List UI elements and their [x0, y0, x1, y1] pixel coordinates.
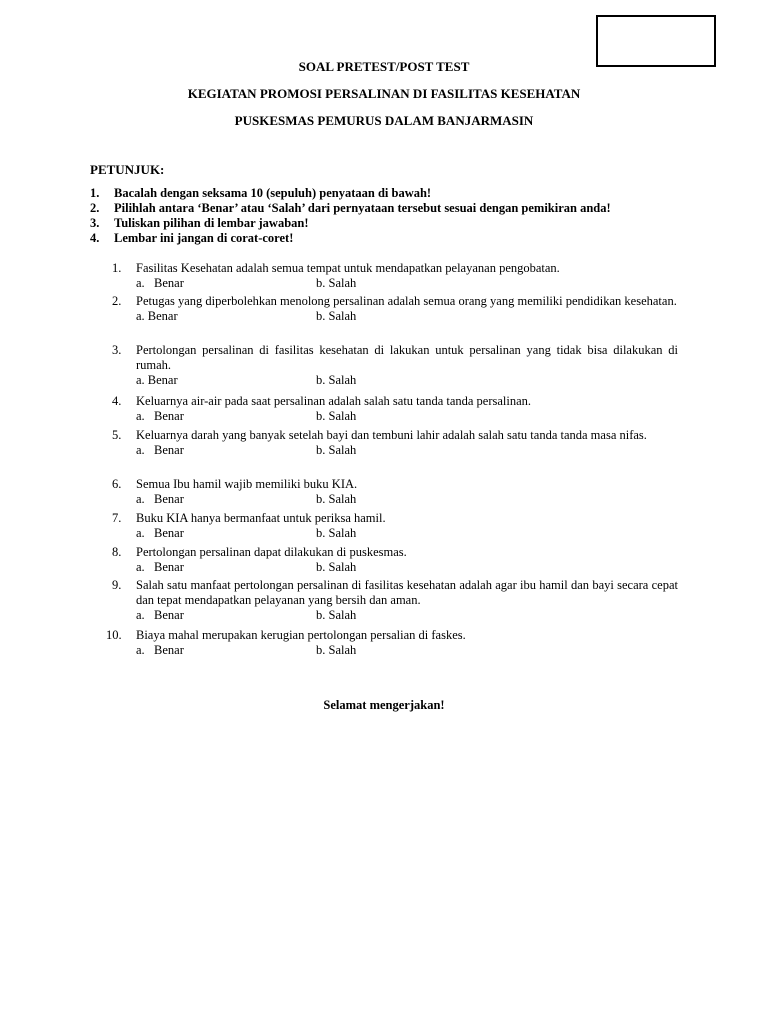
question-item	[106, 628, 678, 658]
option-benar: a. Benar	[136, 443, 184, 457]
question-item	[112, 578, 678, 623]
question-item	[112, 394, 678, 424]
option-salah: b. Salah	[316, 443, 357, 457]
question-number: 9.	[112, 578, 122, 592]
question-text: Semua Ibu hamil wajib memiliki buku KIA.	[136, 477, 358, 491]
question-number: 7.	[112, 511, 122, 525]
question-text: Keluarnya air-air pada saat persalinan adalah salah satu tanda tanda persalinan.	[136, 394, 532, 408]
question-number: 5.	[112, 428, 122, 442]
option-salah: b. Salah	[316, 492, 357, 506]
question-number: 6.	[112, 477, 122, 491]
option-salah: b. Salah	[316, 526, 357, 540]
question-text: Salah satu manfaat pertolongan persalinan di fasilitas kesehatan adalah agar ibu hamil dan bayi secara cepat dan tepat mendapatkan pelayanan yang bersih dan aman.	[136, 578, 678, 607]
instruction-item	[90, 231, 293, 246]
instruction-text: Tuliskan pilihan di lembar jawaban!	[114, 216, 309, 230]
question-number: 1.	[112, 261, 122, 275]
instruction-number: 4.	[90, 231, 100, 245]
question-text: Keluarnya darah yang banyak setelah bayi dan tembuni lahir adalah salah satu tanda tanda masa nifas.	[136, 428, 647, 442]
question-number: 8.	[112, 545, 122, 559]
instruction-number: 3.	[90, 216, 100, 230]
closing-message: Selamat mengerjakan!	[323, 698, 445, 712]
instruction-text: Pilihlah antara ‘Benar’ atau ‘Salah’ dari pernyataan tersebut sesuai dengan pemikiran anda!	[114, 201, 611, 215]
instruction-item	[90, 201, 611, 216]
option-salah: b. Salah	[316, 309, 357, 323]
option-benar: a. Benar	[136, 373, 178, 387]
option-salah: b. Salah	[316, 560, 357, 574]
instruction-number: 2.	[90, 201, 100, 215]
question-number: 10.	[106, 628, 122, 642]
question-item	[112, 343, 678, 388]
option-benar: a. Benar	[136, 309, 178, 323]
option-salah: b. Salah	[316, 276, 357, 290]
option-salah: b. Salah	[316, 643, 357, 657]
question-text: Petugas yang diperbolehkan menolong persalinan adalah semua orang yang memiliki pendidikan kesehatan.	[136, 294, 677, 308]
option-benar: a. Benar	[136, 608, 184, 622]
instruction-item	[90, 216, 309, 231]
instructions-heading: PETUNJUK:	[90, 162, 165, 177]
question-text: Pertolongan persalinan dapat dilakukan di puskesmas.	[136, 545, 407, 559]
question-text: Fasilitas Kesehatan adalah semua tempat untuk mendapatkan pelayanan pengobatan.	[136, 261, 560, 275]
question-item	[112, 294, 678, 324]
question-number: 4.	[112, 394, 122, 408]
question-text: Biaya mahal merupakan kerugian pertolongan persalian di faskes.	[136, 628, 466, 642]
option-salah: b. Salah	[316, 409, 357, 423]
title-line-3: PUSKESMAS PEMURUS DALAM BANJARMASIN	[234, 113, 534, 128]
instruction-text: Lembar ini jangan di corat-coret!	[114, 231, 294, 245]
option-salah: b. Salah	[316, 373, 357, 387]
question-text: Pertolongan persalinan di fasilitas kesehatan di lakukan untuk persalinan yang tidak bisa dilakukan di rumah.	[136, 343, 678, 372]
question-item	[112, 511, 678, 541]
question-item	[112, 261, 678, 291]
option-benar: a. Benar	[136, 643, 184, 657]
option-salah: b. Salah	[316, 608, 357, 622]
option-benar: a. Benar	[136, 560, 184, 574]
question-number: 3.	[112, 343, 122, 357]
question-item	[112, 477, 678, 507]
question-number: 2.	[112, 294, 122, 308]
instruction-text: Bacalah dengan seksama 10 (sepuluh) penyataan di bawah!	[114, 186, 432, 200]
option-benar: a. Benar	[136, 409, 184, 423]
title-line-1: SOAL PRETEST/POST TEST	[298, 59, 470, 74]
question-item	[112, 428, 678, 458]
title-line-2: KEGIATAN PROMOSI PERSALINAN DI FASILITAS KESEHATAN	[187, 86, 581, 101]
question-text: Buku KIA hanya bermanfaat untuk periksa hamil.	[136, 511, 386, 525]
option-benar: a. Benar	[136, 276, 184, 290]
instruction-number: 1.	[90, 186, 100, 200]
question-item	[112, 545, 678, 575]
option-benar: a. Benar	[136, 526, 184, 540]
option-benar: a. Benar	[136, 492, 184, 506]
instruction-item	[90, 186, 431, 201]
